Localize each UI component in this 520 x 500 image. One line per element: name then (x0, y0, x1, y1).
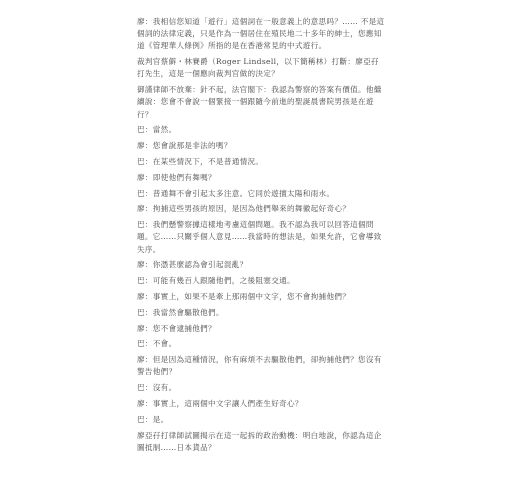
transcript-paragraph: 廖：事實上，如果不是牽上那兩個中文字，您不會拘捕他們？ (137, 291, 351, 301)
transcript-paragraph: 廖：您不會逮捕他們？ (137, 323, 216, 333)
transcript-paragraph: 巴：不會。 (137, 339, 177, 349)
transcript-paragraph: 巴：我們懸警察據這樣地考慮這個問題。我不認為我可以回答這個問題。它……只關乎個人意見……我當時的想法是，如果允許，它會導致失序。 (137, 220, 382, 254)
transcript-paragraph: 裁判官蔡僻・林賽爵（Roger Lindsell，以下簡稱林）打斷：廖亞孖打先生，這是一個應向裁判官做的決定？ (137, 57, 379, 79)
transcript-paragraph: 廖：拘捕這些男孩的原因，是因為他們舉來的舞徽起好奇心？ (137, 204, 351, 214)
transcript-paragraph: 巴：普通舞不會引起太多注意。它同於遊擅太陽和雨水。 (137, 188, 335, 198)
transcript-body (137, 16, 385, 458)
transcript-paragraph: 廖：我相信您知道「遊行」這個詞在一般意義上的意思吗？…… 不是這個詞的法律定義，只是作為一個居住在殖民地二十多年的紳士，您應知道《管理華人條例》所指的是在香港常見的中式遊行。 (137, 17, 385, 51)
transcript-paragraph: 廖：您會說那是非法的嗎？ (137, 141, 232, 151)
transcript-paragraph: 巴：在某些情況下，不是普通情況。 (137, 157, 264, 166)
transcript-paragraph: 巴：我當然會驅散他們。 (137, 307, 224, 317)
transcript-paragraph: 巴：可能有幾百人跟隨他們，之後阻塞交通。 (137, 276, 295, 286)
transcript-paragraph: 巴：沒有。 (137, 383, 177, 393)
transcript-paragraph: 巴：是。 (137, 414, 169, 424)
transcript-paragraph: 廖：你憑甚麼認為會引起混亂？ (137, 260, 248, 270)
transcript-paragraph: 廖：事實上，這兩個中文字讓人們產生好奇心？ (137, 398, 303, 408)
transcript-paragraph: 廖：但是因為這種情況，你有麻煩不去驅散他們，卻拘捕他們？您沒有警告他們？ (137, 355, 382, 377)
transcript-paragraph: 廖：即使他們有舞嗎？ (137, 172, 216, 182)
transcript-paragraph: 御謹律師不放棄：針不起，法官閣下：我認為警察的答案有價值。他繼續說：您會不會說一個緊接一個跟隨今前進的聖誕晨書院男孩是在遊行？ (137, 85, 382, 119)
transcript-paragraph: 廖亞孖打律師試圖揭示在這一起拆的政治動機：明白地說，你認為這企圖抵制……日本貨品？ (137, 430, 382, 452)
transcript-paragraph: 巴：當然。 (137, 125, 177, 135)
